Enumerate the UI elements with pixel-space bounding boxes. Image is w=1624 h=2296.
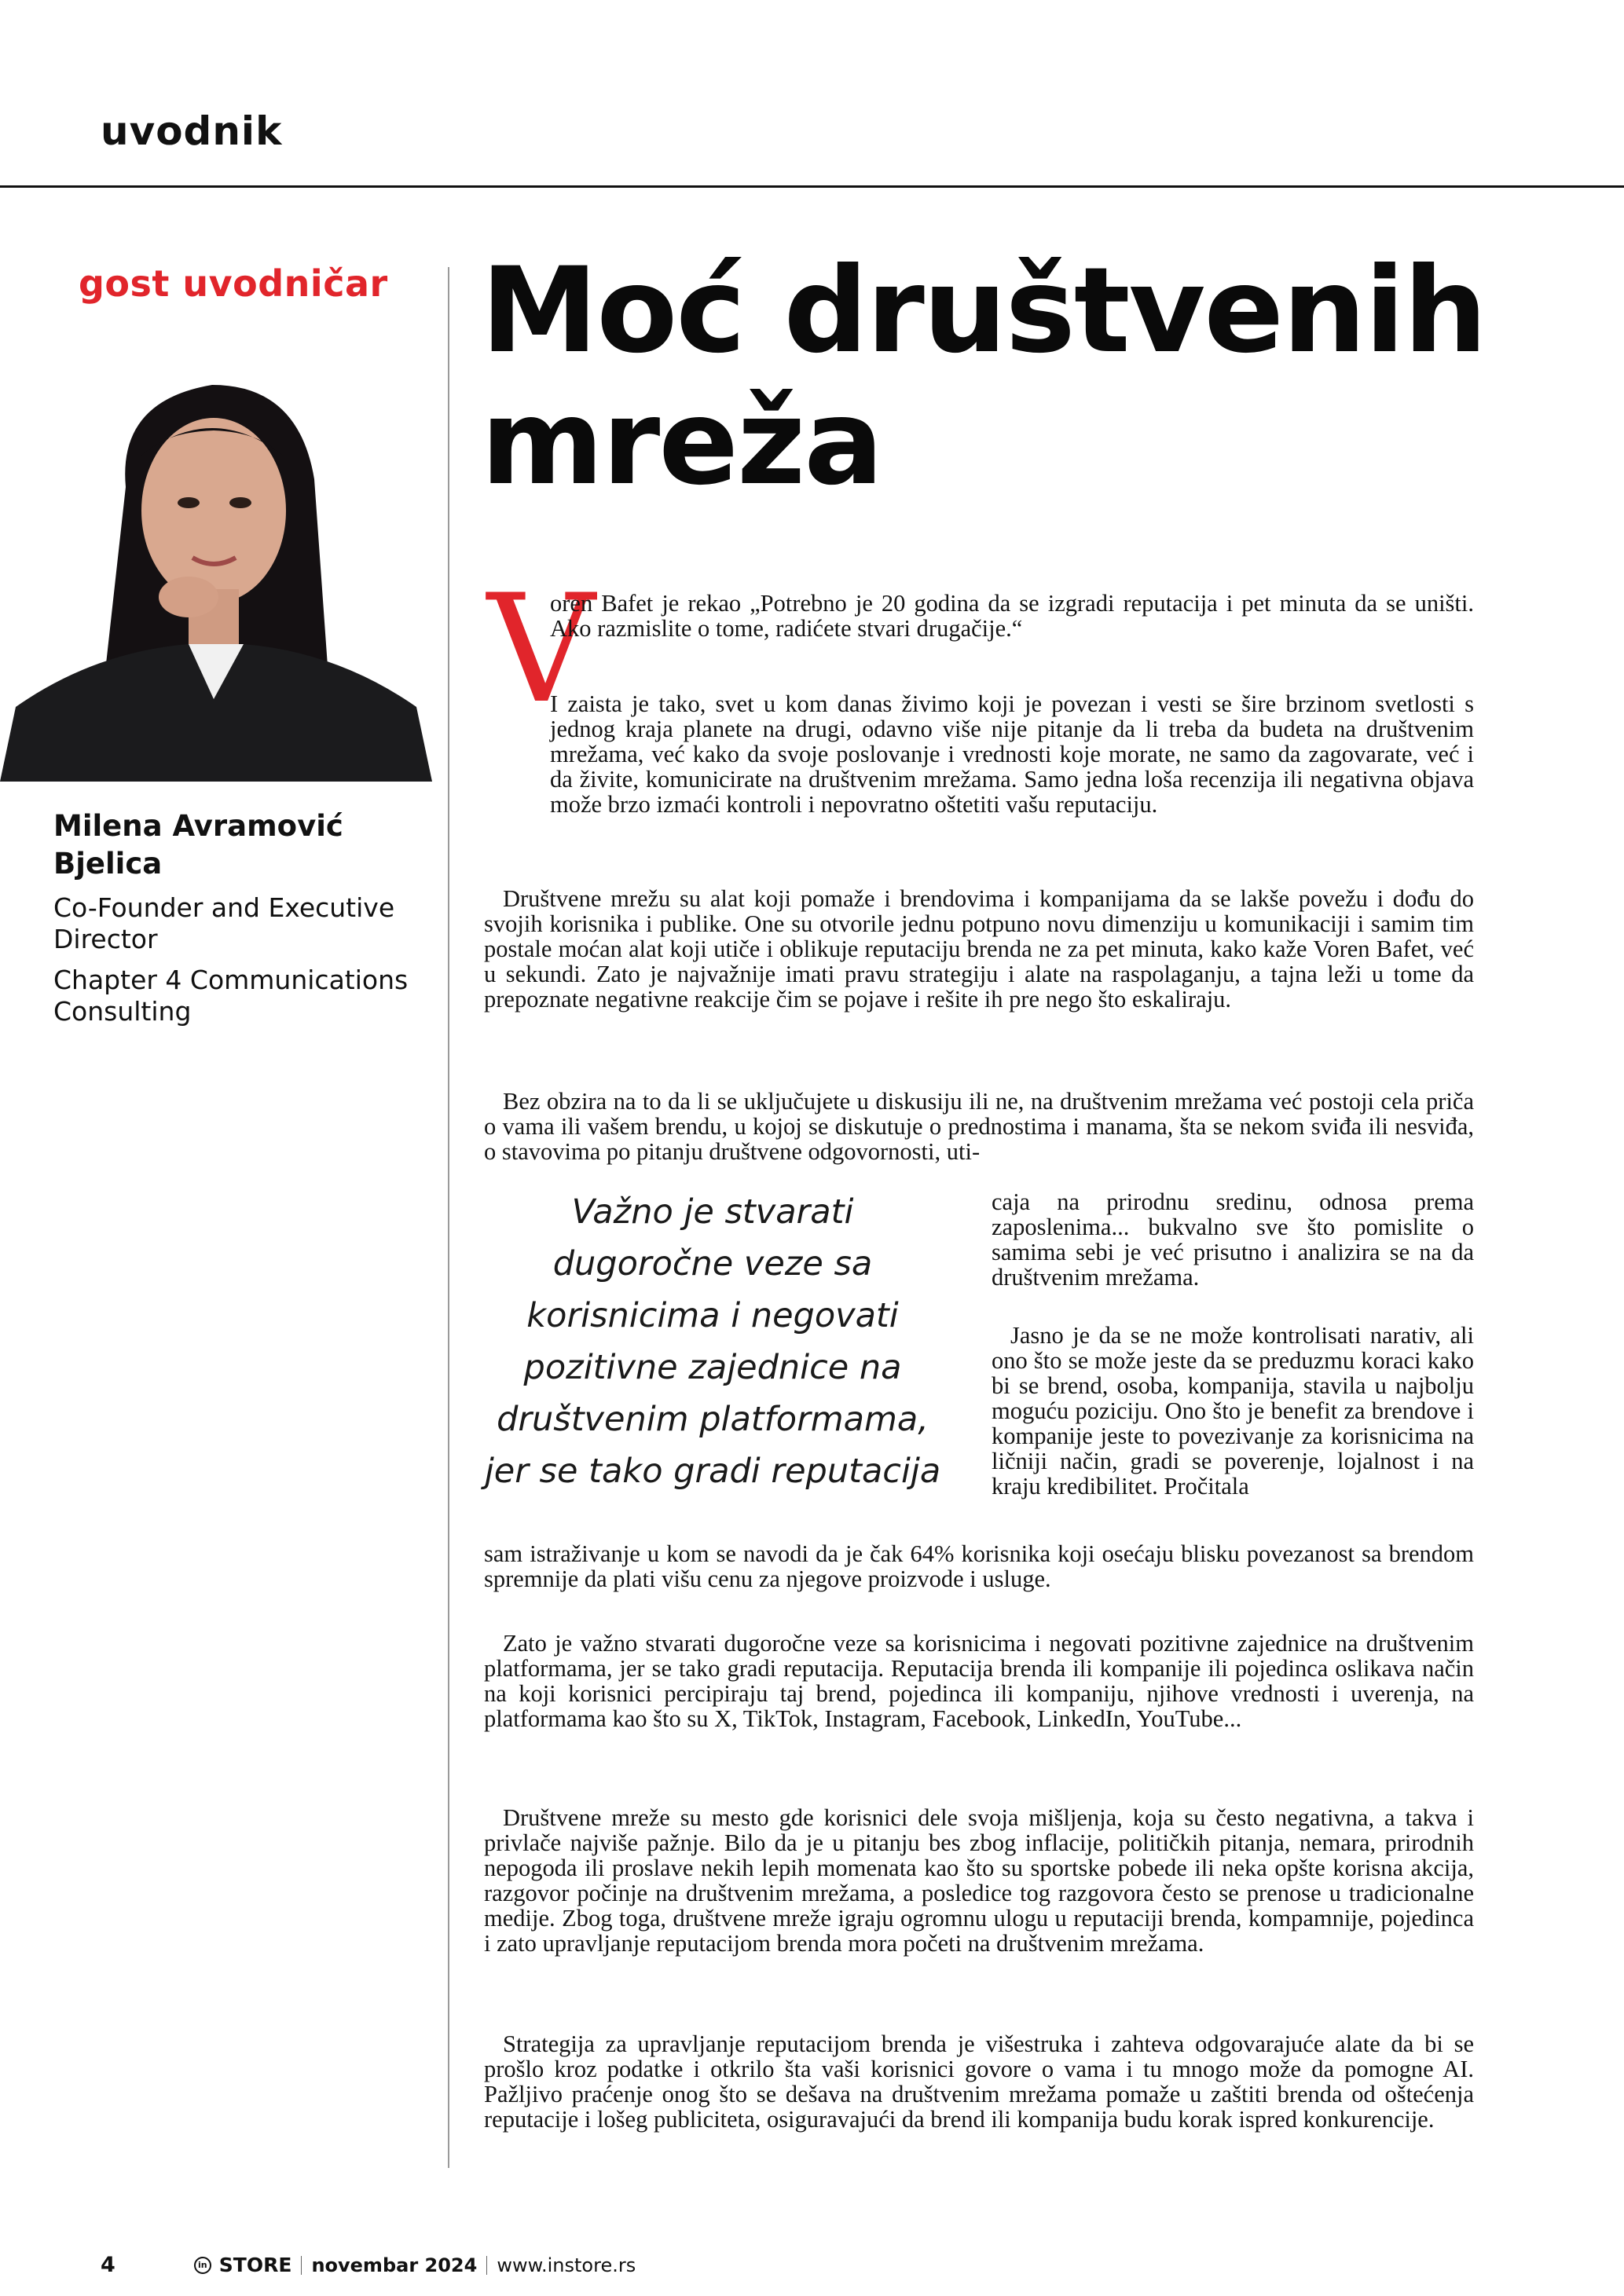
page-number: 4 <box>101 2253 115 2277</box>
author-name: Milena Avramović Bjelica <box>53 809 343 881</box>
instore-logo <box>194 2254 292 2276</box>
author-role: Co-Founder and Executive Director <box>53 892 395 954</box>
article-side-column <box>992 1189 1474 1499</box>
footer-separator <box>486 2256 487 2275</box>
paragraph-6: Društvene mreže su mesto gde korisnici dele svoja mišljenja, koja su često negativna, a takva i privlače najviše pažnje. Bilo da je u pitanju bes zbog inflacije, političkih pitanja, nemara, prirodnih nepogoda ili proslave nekih lepih momenata kao što su sportske pobede ili neka opšte korisna akcija, razgovor počinje na društvenim mrežama, a posledice tog razgovora često se prenose u tradicionalne medije. Zbog toga, društvene mreže igraju ogromnu ulogu u reputaciji brenda, kompamnije, pojedinca i zato upravljanje reputacijom brenda mora početi na društvenim mrežama. <box>484 1804 1474 1957</box>
instore-logo-icon: in <box>194 2257 211 2274</box>
logo-text: STORE <box>218 2254 292 2276</box>
intro-paragraph: oren Bafet je rekao „Potrebno je 20 godina da se izgradi reputacija i pet minuta da se uništi. Ako razmislite o tome, radićete stvari drugačije.“ <box>550 590 1474 642</box>
article-body-p3 <box>484 1089 1474 1164</box>
article-body-top <box>484 691 1474 817</box>
article-body-p7 <box>484 2031 1474 2132</box>
article-body-p6 <box>484 1805 1474 1956</box>
page-footer <box>101 2253 636 2277</box>
article-body-p5 <box>484 1631 1474 1731</box>
author-portrait <box>0 369 432 782</box>
article-body-mid <box>484 886 1474 1012</box>
section-label: uvodnik <box>101 108 283 154</box>
paragraph-4-part-a: Jasno je da se ne može kontrolisati narativ, ali ono što se može jeste da se preduzmu koraci kako bi se brend, osoba, kompanija, stavila u najbolju moguću poziciju. Ono što je benefit za brendove i kompanije jeste to povezivanje za korisnicima na ličniji način, gradi se poverenje, lojalnost i na kraju kredibilitet. Pročitala <box>992 1322 1474 1500</box>
issue-date: novembar 2024 <box>311 2254 478 2276</box>
article-body-p4b <box>484 1541 1474 1591</box>
website-url: www.instore.rs <box>497 2254 636 2276</box>
paragraph-1: I zaista je tako, svet u kom danas živimo koji je povezan i vesti se šire brzinom svetlosti s jednog kraja planete na drugi, odavno više nije pitanje da li treba da budeta na društvenim mrežama, već kako da svoje poslovanje i vrednosti koje morate, ne samo da zagovarate, već i da živite, komunicirate na društvenim mrežama. Samo jedna loša recenzija ili negativna objava može brzo izmaći kontroli i nepovratno oštetiti vašu reputaciju. <box>550 690 1474 818</box>
paragraph-5: Zato je važno stvarati dugoročne veze sa korisnicima i negovati pozitivne zajednice na društvenim platformama, jer se tako gradi reputacija. Reputacija brenda ili kompanije ili pojedinca oslikava način na koji korisnici percipiraju taj brend, pojedinca ili kompaniju, njihove vrednosti i uverenja, na platformama kao što su X, TikTok, Instagram, Facebook, LinkedIn, YouTube... <box>484 1630 1474 1732</box>
author-company: Chapter 4 Communications Consulting <box>53 965 409 1027</box>
drop-cap: V <box>487 562 596 736</box>
footer-separator <box>301 2256 302 2275</box>
paragraph-7: Strategija za upravljanje reputacijom brenda je višestruka i zahteva odgovarajuće alate da bi se prošlo kroz podatke i otkrilo šta vaši korisnici govore o vama i tu mnogo može da pomogne AI. Pažljivo praćenje onog što se dešava na društvenim mrežama pomaže u zaštiti brenda od oštećenja reputacije i lošeg publiciteta, osiguravajući da brend ili kompanija budu korak ispred konkurencije. <box>484 2031 1474 2133</box>
article-title: Moć društvenih mreža <box>481 243 1487 511</box>
paragraph-2: Društvene mrežu su alat koji pomaže i brendovima i kompanijama da se lakše povežu i dođu do svojih korisnika i publike. One su otvorile jednu potpuno novu dimenziju u komunikaciji i samim tim postale moćan alat koji utiče i oblikuje reputaciju brenda ne za pet minuta, kako kaže Voren Bafet, već u sekundi. Zato je najvažnije imati pravu strategiju i alate na raspolaganju, a tajna leži u tome da prepoznate negativne reakcije čim se pojave i rešite ih pre nego što eskaliraju. <box>484 885 1474 1013</box>
paragraph-3-part-a: Bez obzira na to da li se uključujete u diskusiju ili ne, na društvenim mrežama već postoji cela priča o vama ili vašem brendu, u kojoj se diskutuje o prednostima i manama, šta se nekom sviđa ili nesviđa, o stavovima po pitanju društvene odgovornosti, uti- <box>484 1088 1474 1165</box>
pull-quote: Važno je stvarati dugoročne veze sa korisnicima i negovati pozitivne zajednice na društvenim platformama, jer se tako gradi reputacija <box>484 1192 941 1491</box>
paragraph-4-part-b: sam istraživanje u kom se navodi da je čak 64% korisnika koji osećaju blisku povezanost sa brendom spremnije da plati višu cenu za njegove proizvode i usluge. <box>484 1540 1474 1592</box>
header-divider <box>0 185 1624 188</box>
author-photo <box>0 369 432 782</box>
guest-editor-label: gost uvodničar <box>79 262 388 305</box>
paragraph-3-part-b: caja na prirodnu sredinu, odnosa prema zaposlenima... bukvalno sve što pomislite o samima sebi je već prisutno i analizira se na da društvenim mrežama. <box>992 1188 1474 1291</box>
column-divider <box>448 267 449 2168</box>
article-intro <box>550 591 1474 641</box>
